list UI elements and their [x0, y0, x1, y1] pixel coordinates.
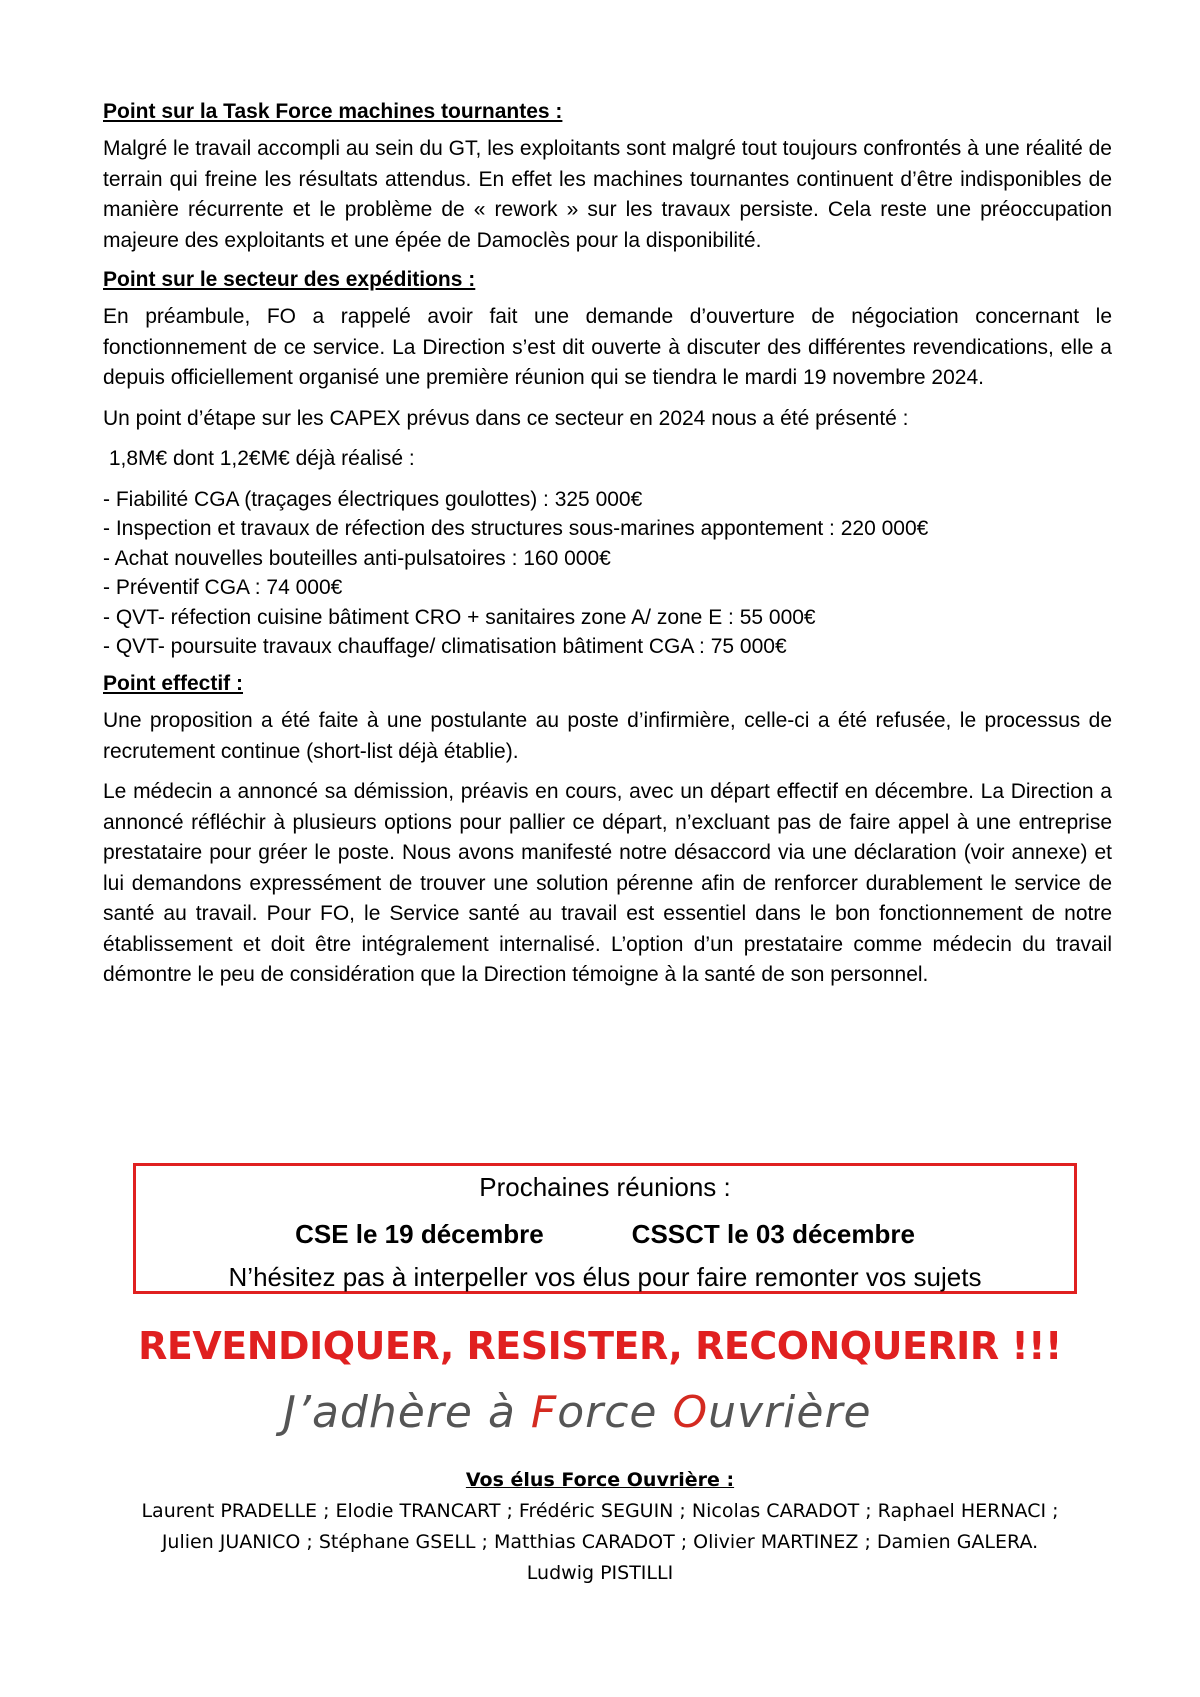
- paragraph-task-force: Malgré le travail accompli au sein du GT, les exploitants sont malgré tout toujours confrontés à une réalité de terrain qui freine les résultats attendus. En effet les machines tournantes continuent d’être indisponibles de manière récurrente et le problème de « rework » sur les travaux persiste. Cela reste une préoccupation majeure des exploitants et une épée de Damoclès pour la disponibilité.: [103, 137, 1112, 252]
- paragraph-expeditions-intro: En préambule, FO a rappelé avoir fait une demande d’ouverture de négociation concernant le fonctionnement de ce service. La Direction s’est dit ouverte à discuter des différentes revendications, elle a depuis officiellement organisé une première réunion qui se tiendra le mardi 19 novembre 2024.: [103, 305, 1112, 389]
- cssct-date: CSSCT le 03 décembre: [631, 1219, 915, 1249]
- heading-task-force: Point sur la Task Force machines tournantes :: [103, 100, 563, 123]
- elus-names: Laurent PRADELLE ; Elodie TRANCART ; Frédéric SEGUIN ; Nicolas CARADOT ; Raphael HERNACI ; Julien JUANICO ; Stéphane GSELL ; Matthias CARADOT ; Olivier MARTINEZ ; Damien GALERA. Ludwig PISTILLI: [141, 1500, 1059, 1584]
- capex-item: - Fiabilité CGA (traçages électriques goulottes) : 325 000€: [103, 485, 1112, 515]
- meetings-note: N’hésitez pas à interpeller vos élus pour faire remonter vos sujets: [228, 1262, 982, 1292]
- document-body: [103, 98, 1112, 1001]
- capex-item: - QVT- réfection cuisine bâtiment CRO + sanitaires zone A/ zone E : 55 000€: [103, 603, 1112, 633]
- adhere-orce: orce: [557, 1387, 673, 1438]
- capex-item: - Achat nouvelles bouteilles anti-pulsatoires : 160 000€: [103, 544, 1112, 574]
- capex-item: - QVT- poursuite travaux chauffage/ climatisation bâtiment CGA : 75 000€: [103, 632, 1112, 662]
- meetings-box: [133, 1163, 1077, 1294]
- paragraph-medecin: Le médecin a annoncé sa démission, préavis en cours, avec un départ effectif en décembre. La Direction a annoncé réfléchir à plusieurs options pour pallier ce départ, n’excluant pas de faire appel à une entreprise prestataire pour gréer le poste. Nous avons manifesté notre désaccord via une déclaration (voir annexe) et lui demandons expressément de trouver une solution pérenne afin de renforcer durablement le service de santé au travail. Pour FO, le Service santé au travail est essentiel dans le bon fonctionnement de notre établissement et doit être intégralement internalisé. L’option d’un prestataire comme médecin du travail démontre le peu de considération que la Direction témoigne à la santé de son personnel.: [103, 780, 1112, 987]
- capex-item: - Préventif CGA : 74 000€: [103, 573, 1112, 603]
- adhere-f: F: [530, 1387, 558, 1438]
- paragraph-capex-intro: Un point d’étape sur les CAPEX prévus dans ce secteur en 2024 nous a été présenté :: [103, 406, 909, 430]
- adhere-o: O: [672, 1387, 709, 1438]
- capex-item: - Inspection et travaux de réfection des structures sous-marines appontement : 220 000€: [103, 514, 1112, 544]
- meetings-title: Prochaines réunions :: [479, 1172, 731, 1202]
- cse-date: CSE le 19 décembre: [295, 1219, 544, 1249]
- heading-expeditions: Point sur le secteur des expéditions :: [103, 268, 476, 291]
- meetings-dates: [136, 1218, 1074, 1250]
- adhere-tagline: [283, 1386, 872, 1440]
- capex-list: [103, 485, 1112, 663]
- adhere-prefix: J’adhère à: [283, 1387, 531, 1438]
- paragraph-infirmiere: Une proposition a été faite à une postulante au poste d’infirmière, celle-ci a été refusée, le processus de recrutement continue (short-list déjà établie).: [103, 709, 1112, 763]
- elus-title: Vos élus Force Ouvrière :: [465, 1469, 735, 1491]
- slogan: REVENDIQUER, RESISTER, RECONQUERIR !!!: [138, 1324, 1062, 1368]
- heading-effectif: Point effectif :: [103, 672, 243, 696]
- capex-total: 1,8M€ dont 1,2€M€ déjà réalisé :: [103, 447, 415, 470]
- adhere-uvriere: uvrière: [708, 1387, 872, 1438]
